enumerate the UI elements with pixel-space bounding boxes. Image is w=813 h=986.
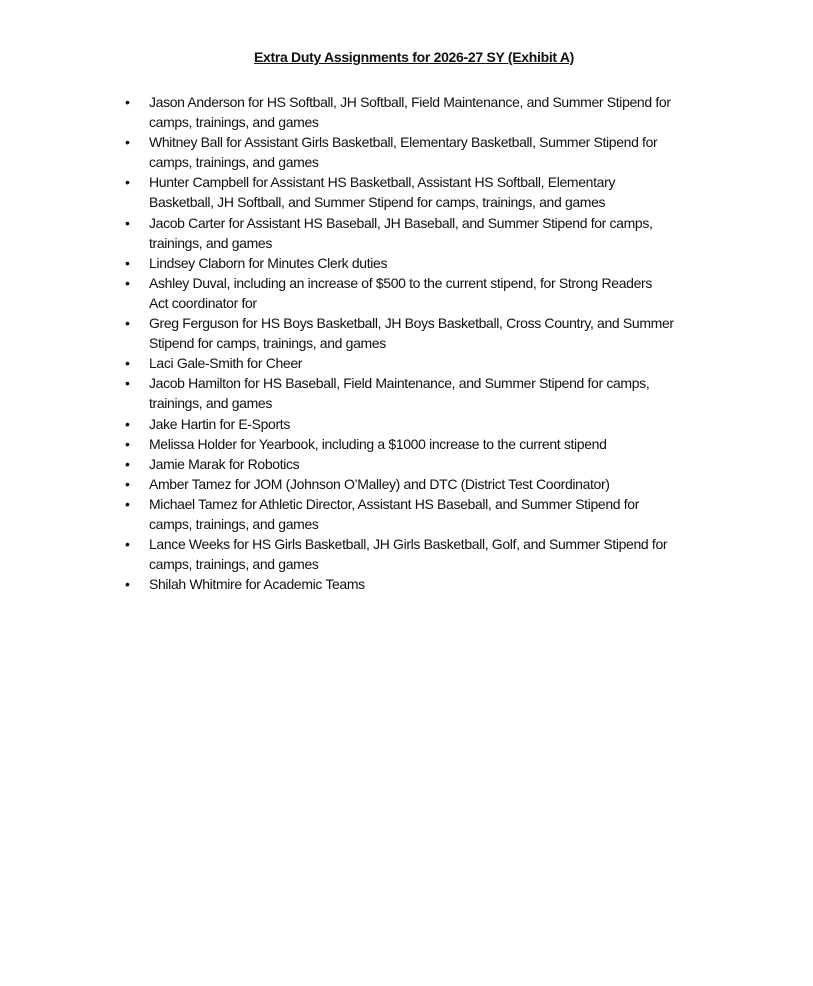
list-item-text: Stipend for camps, trainings, and games [149, 335, 386, 352]
list-item-text: trainings, and games [149, 234, 272, 251]
list-item [0, 172, 674, 212]
list-item-text: Jake Hartin for E-Sports [149, 415, 290, 432]
bullet-icon: • [125, 495, 130, 512]
list-item [0, 414, 674, 434]
assignment-list [0, 92, 674, 594]
bullet-icon: • [125, 214, 130, 231]
list-item [0, 494, 674, 534]
list-item [0, 454, 674, 474]
list-item-text: Basketball, JH Softball, and Summer Stipend for camps, trainings, and games [149, 194, 606, 211]
bullet-icon: • [125, 576, 130, 593]
bullet-icon: • [125, 94, 130, 110]
list-item [0, 92, 674, 132]
bullet-icon: • [125, 355, 130, 372]
list-item-text: Laci Gale-Smith for Cheer [149, 355, 303, 372]
document-title: Extra Duty Assignments for 2026-27 SY (Exhibit A) [253, 49, 575, 65]
list-item-text: camps, trainings, and games [149, 154, 319, 171]
list-item [0, 534, 674, 574]
list-item-text: Hunter Campbell for Assistant HS Basketball, Assistant HS Softball, Elementary [149, 174, 616, 191]
list-item [0, 474, 674, 494]
list-item-text: Jacob Hamilton for HS Baseball, Field Maintenance, and Summer Stipend for camps, [149, 375, 650, 392]
bullet-icon: • [125, 174, 130, 191]
bullet-icon: • [125, 274, 130, 291]
bullet-icon: • [125, 435, 130, 452]
list-item-text: Michael Tamez for Athletic Director, Assistant HS Baseball, and Summer Stipend for [149, 495, 640, 512]
list-item-text: Jason Anderson for HS Softball, JH Softball, Field Maintenance, and Summer Stipend for [149, 94, 671, 110]
bullet-icon: • [125, 475, 130, 492]
bullet-icon: • [125, 536, 130, 553]
list-item [0, 253, 674, 273]
list-item-text: Ashley Duval, including an increase of $500 to the current stipend, for Strong Readers [149, 274, 652, 291]
list-item-text: Act coordinator for [149, 294, 257, 311]
list-item [0, 434, 674, 454]
list-item [0, 313, 674, 353]
list-item [0, 353, 674, 373]
list-item-text: Amber Tamez for JOM (Johnson O’Malley) and DTC (District Test Coordinator) [149, 475, 610, 492]
list-item-text: trainings, and games [149, 395, 272, 412]
list-item-text: Melissa Holder for Yearbook, including a $1000 increase to the current stipend [149, 435, 607, 452]
list-item-text: Shilah Whitmire for Academic Teams [149, 576, 365, 593]
bullet-icon: • [125, 375, 130, 392]
list-item-text: camps, trainings, and games [149, 114, 319, 131]
list-item [0, 213, 674, 253]
list-item-text: Lindsey Claborn for Minutes Clerk duties [149, 254, 388, 271]
list-item [0, 273, 674, 313]
bullet-icon: • [125, 315, 130, 332]
list-item-text: camps, trainings, and games [149, 515, 319, 532]
bullet-icon: • [125, 254, 130, 271]
list-item-text: Jacob Carter for Assistant HS Baseball, JH Baseball, and Summer Stipend for camps, [149, 214, 653, 231]
bullet-icon: • [125, 134, 130, 151]
list-item [0, 373, 674, 413]
list-item-text: Whitney Ball for Assistant Girls Basketball, Elementary Basketball, Summer Stipend for [149, 134, 658, 151]
bullet-icon: • [125, 415, 130, 432]
list-item-text: Greg Ferguson for HS Boys Basketball, JH Boys Basketball, Cross Country, and Summer [149, 315, 674, 332]
list-item [0, 574, 674, 594]
list-item-text: camps, trainings, and games [149, 556, 319, 573]
list-item-text: Lance Weeks for HS Girls Basketball, JH Girls Basketball, Golf, and Summer Stipend for [149, 536, 668, 553]
list-item-text: Jamie Marak for Robotics [149, 455, 300, 472]
bullet-icon: • [125, 455, 130, 472]
list-item [0, 132, 674, 172]
